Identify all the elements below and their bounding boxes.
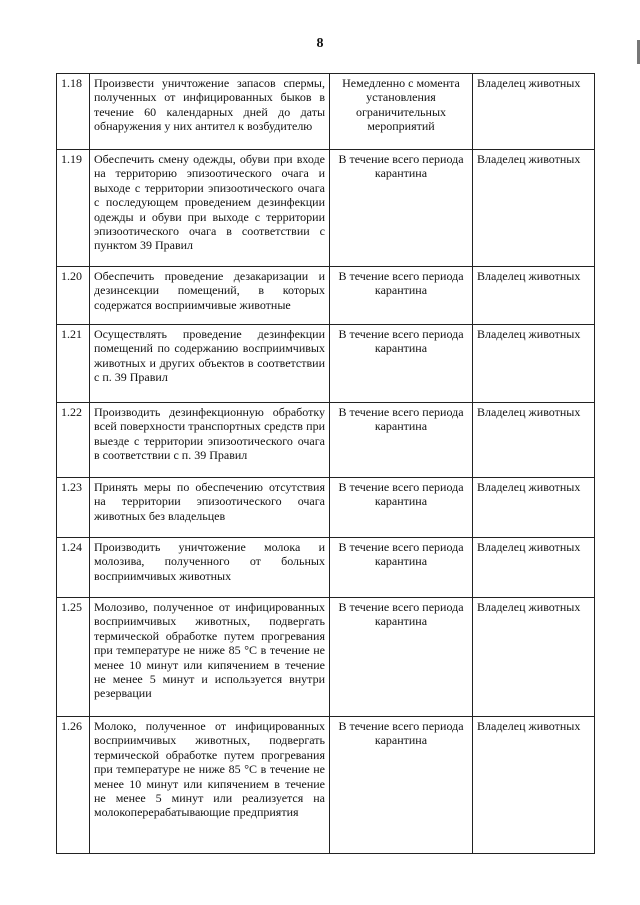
row-number: 1.23 [57,478,90,538]
row-action: Молоко, полученное от инфицированных восприимчивых животных, подвергать термической обработке путем прогревания при температуре не ниже 85 °С в течение не менее 10 минут или кипячением в течение не менее 5 минут или реализуется на молокоперерабатывающие предприятия [90,717,330,854]
row-term: В течение всего периода карантина [330,325,473,403]
row-term: В течение всего периода карантина [330,538,473,598]
table-row [57,267,595,325]
row-action: Производить уничтожение молока и молозива, полученного от больных восприимчивых животных [90,538,330,598]
row-term: Немедленно с момента установления ограничительных мероприятий [330,74,473,150]
table-row [57,538,595,598]
row-number: 1.21 [57,325,90,403]
row-responsible: Владелец животных [473,150,595,267]
row-responsible: Владелец животных [473,267,595,325]
row-responsible: Владелец животных [473,325,595,403]
page-number: 8 [316,36,324,51]
row-responsible: Владелец животных [473,403,595,478]
table-row [57,403,595,478]
row-responsible: Владелец животных [473,538,595,598]
row-action: Обеспечить смену одежды, обуви при входе на территорию эпизоотического очага и выходе с территории эпизоотического очага с последующем проведением дезинфекции одежды и обуви при выходе с территории эпизоотического очага в соответствии с пунктом 39 Правил [90,150,330,267]
row-action: Принять меры по обеспечению отсутствия на территории эпизоотического очага животных без владельцев [90,478,330,538]
row-number: 1.18 [57,74,90,150]
table-row [57,717,595,854]
table-row [57,478,595,538]
row-responsible: Владелец животных [473,598,595,717]
row-responsible: Владелец животных [473,478,595,538]
row-number: 1.20 [57,267,90,325]
row-number: 1.19 [57,150,90,267]
row-term: В течение всего периода карантина [330,267,473,325]
row-responsible: Владелец животных [473,74,595,150]
row-term: В течение всего периода карантина [330,150,473,267]
row-number: 1.26 [57,717,90,854]
table-row [57,150,595,267]
row-action: Осуществлять проведение дезинфекции помещений по содержанию восприимчивых животных и других объектов в соответствии с п. 39 Правил [90,325,330,403]
table-row [57,325,595,403]
row-action: Производить дезинфекционную обработку всей поверхности транспортных средств при выезде с территории эпизоотического очага в соответствии с п. 39 Правил [90,403,330,478]
table-row [57,74,595,150]
row-responsible: Владелец животных [473,717,595,854]
row-number: 1.24 [57,538,90,598]
row-term: В течение всего периода карантина [330,478,473,538]
row-number: 1.22 [57,403,90,478]
row-term: В течение всего периода карантина [330,717,473,854]
row-number: 1.25 [57,598,90,717]
row-term: В течение всего периода карантина [330,403,473,478]
measures-table [56,73,595,854]
row-action: Обеспечить проведение дезакаризации и дезинсекции помещений, в которых содержатся восприимчивые животные [90,267,330,325]
row-action: Произвести уничтожение запасов спермы, полученных от инфицированных быков в течение 60 календарных дней до даты обнаружения у них антител к возбудителю [90,74,330,150]
row-action: Молозиво, полученное от инфицированных восприимчивых животных, подвергать термической обработке путем прогревания при температуре не ниже 85 °С в течение не менее 10 минут или кипячением в течение не менее 5 минут и используется внутри резервации [90,598,330,717]
row-term: В течение всего периода карантина [330,598,473,717]
table-row [57,598,595,717]
